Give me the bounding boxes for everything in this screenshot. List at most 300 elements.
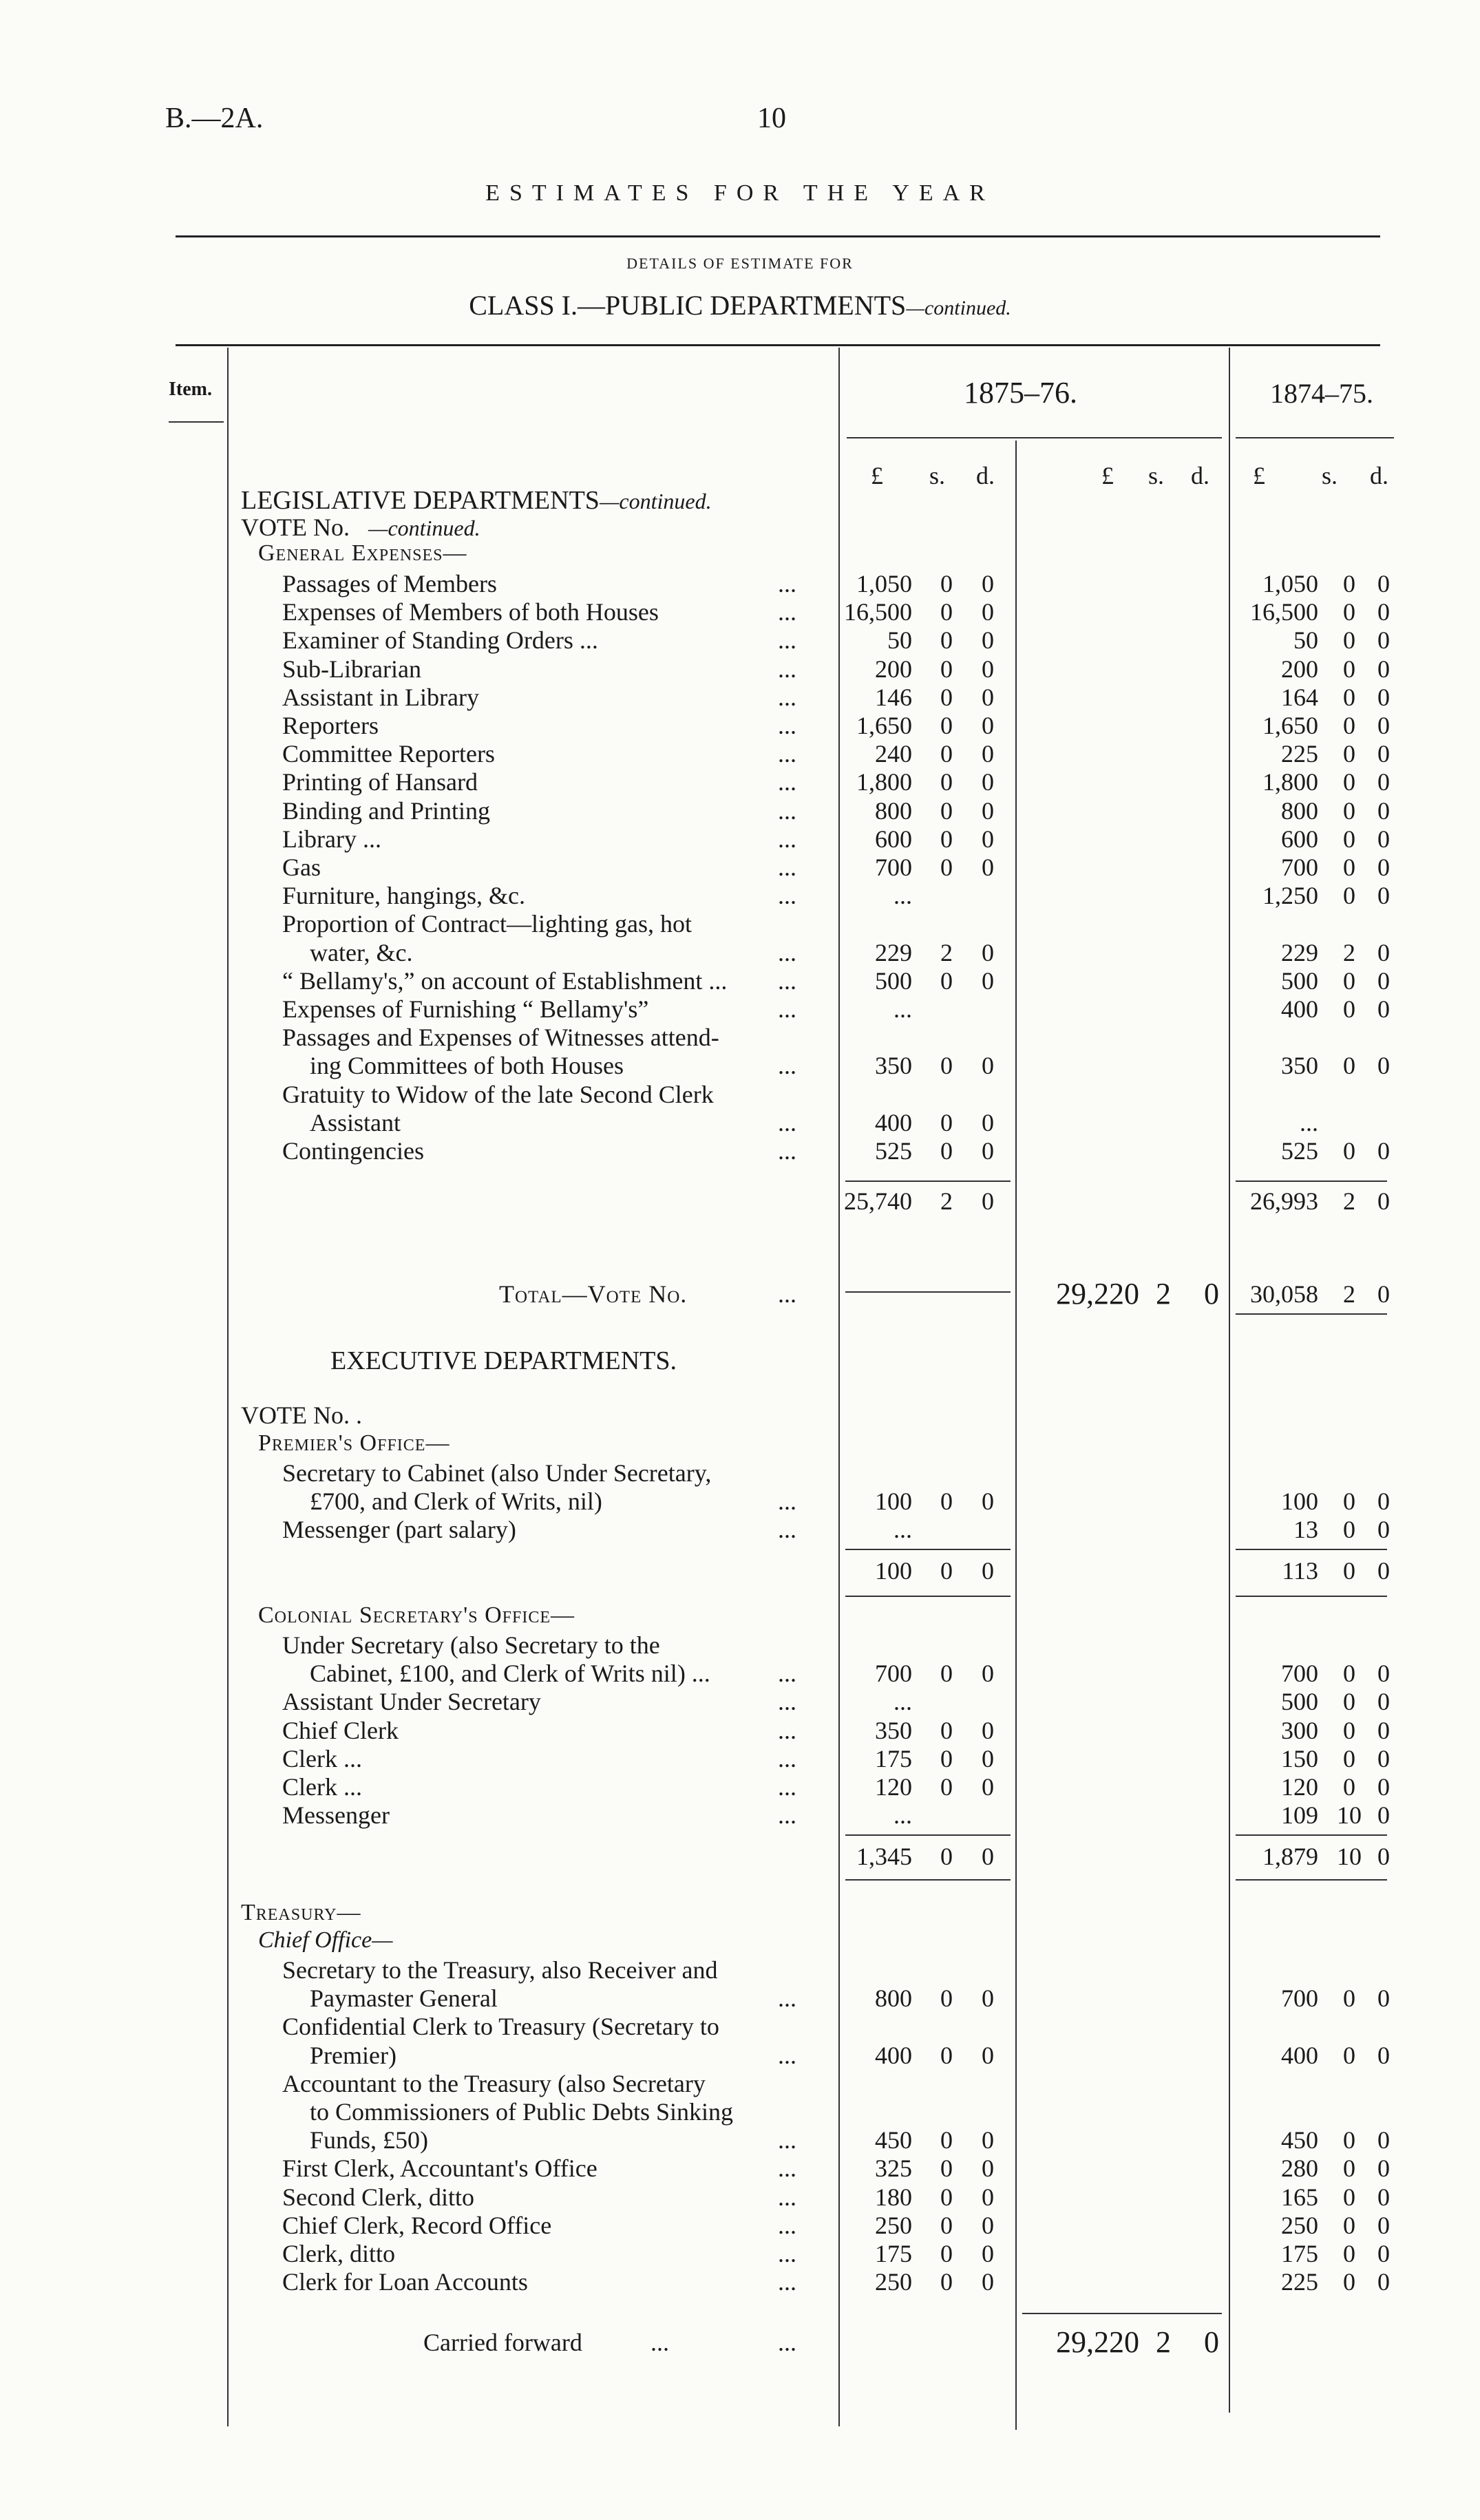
amount-1875-pence: 0 — [982, 966, 994, 995]
amount-1875-pence: 0 — [982, 740, 994, 768]
row-label: Accountant to the Treasury (also Secretary — [282, 2069, 706, 2097]
row-label: Passages and Expenses of Witnesses attend- — [282, 1024, 719, 1052]
amount-1875-pence: 0 — [982, 2240, 994, 2267]
table-row — [0, 1487, 1480, 1515]
leader-dots: ... — [778, 1773, 796, 1801]
row-label: Assistant in Library — [282, 683, 479, 711]
pence-header-2: d. — [1191, 462, 1209, 489]
amount-1874-shillings: 2 — [1343, 938, 1355, 966]
row-label: Clerk for Loan Accounts — [282, 2268, 528, 2296]
amount-1875-pounds: 120 — [875, 1773, 912, 1801]
year1-header-rule — [847, 437, 1222, 438]
amount-1875-shillings: 0 — [940, 825, 953, 853]
amount-1875-shillings: 0 — [940, 2041, 953, 2069]
amount-1874-shillings: 0 — [1343, 1487, 1355, 1516]
amount-1874-pounds: 1,050 — [1262, 570, 1318, 597]
row-label: to Commissioners of Public Debts Sinking — [310, 2098, 734, 2126]
row-label: Secretary to the Treasury, also Receiver and — [282, 1956, 718, 1984]
amount-1874-pence: 0 — [1377, 1744, 1390, 1772]
row-label: Cabinet, £100, and Clerk of Writs nil) ... — [310, 1660, 710, 1688]
leader-dots: ... — [778, 882, 796, 910]
premier-total-1874-shillings: 0 — [1343, 1557, 1355, 1585]
amount-1875-pence: 0 — [982, 1052, 994, 1080]
amount-1875-pence: 0 — [982, 854, 994, 881]
legislative-continued: —continued. — [599, 489, 712, 513]
amount-1875-pounds: 175 — [875, 1744, 912, 1772]
amount-1874-pence: 0 — [1377, 2126, 1390, 2154]
total-vote-1875-pence: 0 — [1204, 1277, 1219, 1311]
leader-dots: ... — [778, 1688, 796, 1716]
table-row — [0, 967, 1480, 995]
amount-1874-pounds: 164 — [1281, 683, 1318, 711]
amount-1875-pounds: 450 — [875, 2126, 912, 2154]
amount-1874-pounds: 100 — [1281, 1487, 1318, 1516]
amount-1874-pounds: 50 — [1293, 626, 1318, 655]
row-label: Messenger — [282, 1801, 390, 1830]
amount-1874-pounds: 250 — [1281, 2211, 1318, 2239]
row-label: Furniture, hangings, &c. — [282, 882, 525, 910]
amount-1875-shillings: 0 — [940, 1773, 953, 1801]
premier-rule-b — [1236, 1549, 1387, 1550]
vote-no-executive: VOTE No. . — [241, 1401, 362, 1429]
leader-dots: ... — [778, 740, 796, 768]
amount-1874-pounds: 175 — [1281, 2240, 1318, 2267]
colonial-rule — [845, 1834, 1011, 1836]
colonial-office-heading: Colonial Secretary's Office— — [258, 1602, 575, 1628]
leader-dots: ... — [778, 1516, 796, 1544]
amount-1875-shillings: 0 — [940, 1716, 953, 1744]
leader-dots: ... — [778, 938, 796, 966]
amount-1874-pence: 0 — [1377, 2183, 1390, 2211]
amount-1874-pence: 0 — [1377, 740, 1390, 768]
amount-1875-pounds: 800 — [875, 1984, 912, 2013]
chief-office-heading: Chief Office— — [258, 1927, 393, 1953]
total-vote-1875-shillings: 2 — [1156, 1277, 1171, 1311]
amount-1874-pounds: 200 — [1281, 655, 1318, 683]
colonial-total-1874-pence: 0 — [1377, 1843, 1390, 1870]
leader-dots: ... — [778, 854, 796, 881]
row-label: Second Clerk, ditto — [282, 2183, 474, 2211]
amount-1874-pence: 0 — [1377, 882, 1390, 910]
amount-1874-shillings: 10 — [1337, 1801, 1362, 1830]
row-label: Clerk ... — [282, 1744, 362, 1772]
amount-1874-pence: 0 — [1377, 995, 1390, 1023]
amount-1874-shillings: 0 — [1343, 683, 1355, 711]
leader-dots: ... — [778, 1744, 796, 1772]
table-row — [0, 854, 1480, 881]
table-row — [0, 1660, 1480, 1687]
legislative-heading — [241, 485, 712, 516]
amount-1875-pence: 0 — [982, 1716, 994, 1744]
amount-1874-pence: 0 — [1377, 1137, 1390, 1165]
amount-1875-pence: 0 — [982, 2183, 994, 2211]
amount-1874-pence: 0 — [1377, 2211, 1390, 2239]
table-row — [0, 2070, 1480, 2097]
table-row — [0, 825, 1480, 853]
leader-dots: ... — [778, 712, 796, 739]
premier-rule — [845, 1549, 1011, 1550]
total-vote-row — [0, 1277, 1480, 1311]
subtotal-1874-pounds: 26,993 — [1250, 1187, 1318, 1215]
row-label: Confidential Clerk to Treasury (Secretary to — [282, 2013, 719, 2041]
row-label: Chief Clerk — [282, 1716, 399, 1744]
row-label: Assistant — [310, 1108, 401, 1136]
amount-1874-pounds: 700 — [1281, 854, 1318, 881]
amount-1874-shillings: 0 — [1343, 655, 1355, 683]
leader-dots: ... — [778, 2154, 796, 2183]
amount-1875-pounds: 16,500 — [844, 598, 912, 626]
leader-dots: ... — [778, 655, 796, 683]
amount-1874-pence: 0 — [1377, 2240, 1390, 2267]
premier-under-rule — [845, 1596, 1011, 1597]
amount-1875-pence: 0 — [982, 2041, 994, 2069]
amount-1875-pounds: 700 — [875, 1660, 912, 1688]
item-column-header: Item. — [169, 379, 212, 400]
amount-1874-pence: 0 — [1377, 598, 1390, 626]
premier-total-row — [0, 1557, 1480, 1585]
premier-total-shillings: 0 — [940, 1557, 953, 1585]
vote-label: VOTE No. — [241, 513, 350, 541]
table-row — [0, 684, 1480, 711]
amount-1874-pounds: 13 — [1293, 1516, 1318, 1544]
amount-1874-shillings: 0 — [1343, 2268, 1355, 2296]
class-continued: —continued. — [906, 297, 1011, 319]
amount-1874-pence: 0 — [1377, 1660, 1390, 1688]
row-label: Gas — [282, 854, 321, 881]
amount-1874-shillings: 0 — [1343, 2211, 1355, 2239]
amount-1874-shillings: 0 — [1343, 1516, 1355, 1544]
leader-dots: ... — [778, 1716, 796, 1744]
premier-office-heading: Premier's Office— — [258, 1430, 450, 1456]
amount-1875-pence: 0 — [982, 825, 994, 853]
year2-header-rule — [1236, 437, 1394, 438]
amount-1874-pounds: 300 — [1281, 1716, 1318, 1744]
amount-1875-pounds: 400 — [875, 1108, 912, 1136]
row-label: Funds, £50) — [310, 2126, 429, 2154]
amount-1874-shillings: 0 — [1343, 1984, 1355, 2013]
amount-1875-pence: 0 — [982, 655, 994, 683]
amount-1874-shillings: 0 — [1343, 1688, 1355, 1716]
amount-1874-pounds: 500 — [1281, 1688, 1318, 1716]
table-row — [0, 995, 1480, 1023]
amount-1875-pence: 0 — [982, 626, 994, 655]
carried-forward-dots-1: ... — [651, 2329, 669, 2356]
amount-1875-pence: 0 — [982, 1660, 994, 1688]
row-label: Printing of Hansard — [282, 768, 478, 796]
table-row — [0, 2268, 1480, 2296]
total-vote-1874-shillings: 2 — [1343, 1280, 1355, 1308]
table-row — [0, 939, 1480, 966]
page-title: ESTIMATES FOR THE YEAR — [485, 180, 995, 206]
leader-dots: ... — [778, 995, 796, 1023]
carried-forward-row — [0, 2325, 1480, 2360]
shilling-header-2: s. — [1148, 462, 1165, 489]
amount-1875-pounds: 525 — [875, 1137, 912, 1165]
colonial-total-1874-pounds: 1,879 — [1262, 1843, 1318, 1870]
colonial-rule-b — [1236, 1834, 1387, 1836]
colonial-under-rule — [845, 1879, 1011, 1881]
amount-1874-shillings: 0 — [1343, 768, 1355, 796]
amount-1875-shillings: 0 — [940, 1660, 953, 1688]
amount-1874-shillings: 0 — [1343, 570, 1355, 597]
amount-1875-pounds: 500 — [875, 966, 912, 995]
amount-1875-pounds: ... — [894, 882, 912, 910]
amount-1874-shillings: 0 — [1343, 825, 1355, 853]
leader-dots: ... — [778, 2183, 796, 2211]
amount-1875-pounds: 250 — [875, 2268, 912, 2296]
year-1874-75-header: 1874–75. — [1270, 378, 1373, 409]
row-label: “ Bellamy's,” on account of Establishment ... — [282, 966, 728, 995]
row-label: Clerk, ditto — [282, 2240, 395, 2267]
row-label: Chief Clerk, Record Office — [282, 2211, 552, 2239]
amount-1875-shillings: 0 — [940, 570, 953, 597]
amount-1875-shillings: 0 — [940, 1052, 953, 1080]
details-heading: DETAILS OF ESTIMATE FOR — [626, 255, 854, 272]
amount-1874-shillings: 0 — [1343, 2183, 1355, 2211]
page-number: 10 — [757, 103, 786, 134]
amount-1874-shillings: 0 — [1343, 796, 1355, 825]
amount-1874-pounds: 16,500 — [1250, 598, 1318, 626]
colonial-total-pence: 0 — [982, 1843, 994, 1870]
table-row — [0, 2240, 1480, 2267]
amount-1874-pounds: 1,250 — [1262, 882, 1318, 910]
amount-1874-pounds: 800 — [1281, 796, 1318, 825]
leader-dots: ... — [778, 2041, 796, 2069]
amount-1874-pence: 0 — [1377, 2041, 1390, 2069]
amount-1875-pence: 0 — [982, 768, 994, 796]
amount-1875-pounds: 700 — [875, 854, 912, 881]
amount-1874-pence: 0 — [1377, 938, 1390, 966]
amount-1875-shillings: 0 — [940, 740, 953, 768]
amount-1874-pence: 0 — [1377, 1773, 1390, 1801]
amount-1875-pounds: 175 — [875, 2240, 912, 2267]
subtotal-1875-pence: 0 — [982, 1187, 994, 1215]
amount-1874-pence: 0 — [1377, 825, 1390, 853]
shilling-header-3: s. — [1322, 462, 1338, 489]
table-row — [0, 2183, 1480, 2211]
amount-1874-pounds: 600 — [1281, 825, 1318, 853]
total-vote-1874-pence: 0 — [1377, 1280, 1390, 1308]
leader-dots: ... — [778, 2268, 796, 2296]
amount-1875-pence: 0 — [982, 938, 994, 966]
amount-1875-pounds: 325 — [875, 2154, 912, 2183]
amount-1875-shillings: 0 — [940, 2183, 953, 2211]
row-label: Proportion of Contract—lighting gas, hot — [282, 910, 692, 938]
total-vote-1874-pounds: 30,058 — [1250, 1280, 1318, 1308]
amount-1875-pence: 0 — [982, 598, 994, 626]
table-row — [0, 768, 1480, 796]
leader-dots: ... — [778, 1487, 796, 1516]
amount-1874-shillings: 0 — [1343, 1052, 1355, 1080]
colonial-total-1874-shillings: 10 — [1337, 1843, 1362, 1870]
shilling-header-1: s. — [929, 462, 946, 489]
amount-1874-shillings: 0 — [1343, 598, 1355, 626]
amount-1875-shillings: 0 — [940, 1744, 953, 1772]
amount-1874-shillings: 0 — [1343, 995, 1355, 1023]
row-label: Sub-Librarian — [282, 655, 421, 683]
leader-dots: ... — [778, 1984, 796, 2013]
leader-dots: ... — [778, 2211, 796, 2239]
subtotal-1874-pence: 0 — [1377, 1187, 1390, 1215]
amount-1874-pence: 0 — [1377, 655, 1390, 683]
amount-1875-pounds: 1,650 — [856, 712, 912, 739]
amount-1874-pence: 0 — [1377, 2154, 1390, 2183]
amount-1874-shillings: 0 — [1343, 854, 1355, 881]
row-label: Clerk ... — [282, 1773, 362, 1801]
amount-1875-pounds: 180 — [875, 2183, 912, 2211]
amount-1875-shillings: 0 — [940, 966, 953, 995]
total-vote-dots: ... — [778, 1280, 796, 1308]
amount-1874-shillings: 0 — [1343, 712, 1355, 739]
table-row — [0, 1024, 1480, 1051]
total-vote-underline — [1236, 1313, 1387, 1315]
amount-1874-pence: 0 — [1377, 2268, 1390, 2296]
premier-total-pounds: 100 — [875, 1557, 912, 1585]
amount-1874-pence: 0 — [1377, 1801, 1390, 1830]
row-label: water, &c. — [310, 938, 413, 966]
carried-rule — [1022, 2313, 1222, 2314]
amount-1874-pence: 0 — [1377, 1688, 1390, 1716]
general-expenses-heading: General Expenses— — [258, 540, 467, 566]
amount-1875-pence: 0 — [982, 1744, 994, 1772]
table-row — [0, 1984, 1480, 2012]
amount-1874-pounds: 700 — [1281, 1660, 1318, 1688]
amount-1875-shillings: 0 — [940, 655, 953, 683]
amount-1874-pence: 0 — [1377, 712, 1390, 739]
amount-1874-pence: 0 — [1377, 626, 1390, 655]
amount-1874-pence: 0 — [1377, 1984, 1390, 2013]
amount-1874-shillings: 0 — [1343, 1716, 1355, 1744]
amount-1875-pounds: 350 — [875, 1716, 912, 1744]
amount-1874-pounds: 120 — [1281, 1773, 1318, 1801]
leader-dots: ... — [778, 2240, 796, 2267]
table-row — [0, 2212, 1480, 2239]
amount-1875-pence: 0 — [982, 1487, 994, 1516]
colonial-total-shillings: 0 — [940, 1843, 953, 1870]
table-row — [0, 1956, 1480, 1984]
table-row — [0, 1516, 1480, 1543]
leader-dots: ... — [778, 626, 796, 655]
amount-1875-shillings: 0 — [940, 854, 953, 881]
row-label: £700, and Clerk of Writs, nil) — [310, 1487, 602, 1516]
carried-forward-shillings: 2 — [1156, 2325, 1171, 2359]
amount-1874-shillings: 0 — [1343, 1773, 1355, 1801]
table-row — [0, 1745, 1480, 1772]
amount-1874-pounds: 1,800 — [1262, 768, 1318, 796]
table-row — [0, 712, 1480, 739]
row-label: Contingencies — [282, 1137, 424, 1165]
leader-dots: ... — [778, 1660, 796, 1688]
amount-1874-pence: 0 — [1377, 796, 1390, 825]
leader-dots: ... — [778, 1801, 796, 1830]
row-label: Secretary to Cabinet (also Under Secretary, — [282, 1459, 712, 1487]
table-row — [0, 1688, 1480, 1715]
row-label: Paymaster General — [310, 1984, 498, 2013]
pence-header-3: d. — [1370, 462, 1388, 489]
amount-1874-pounds: 525 — [1281, 1137, 1318, 1165]
amount-1874-pence: 0 — [1377, 683, 1390, 711]
amount-1875-shillings: 0 — [940, 1984, 953, 2013]
subtotal-1874-shillings: 2 — [1343, 1187, 1355, 1215]
amount-1874-pounds: 280 — [1281, 2154, 1318, 2183]
row-label: Examiner of Standing Orders ... — [282, 626, 598, 655]
table-row — [0, 655, 1480, 683]
premier-total-pence: 0 — [982, 1557, 994, 1585]
amount-1874-shillings: 0 — [1343, 2041, 1355, 2069]
leader-dots: ... — [778, 598, 796, 626]
amount-1874-pounds: 225 — [1281, 2268, 1318, 2296]
vote-continued: —continued. — [368, 516, 480, 540]
leader-dots: ... — [778, 768, 796, 796]
table-row — [0, 1109, 1480, 1136]
amount-1874-shillings: 0 — [1343, 1137, 1355, 1165]
general-subtotal-row — [0, 1187, 1480, 1215]
subtotal-1875-shillings: 2 — [940, 1187, 953, 1215]
amount-1874-shillings: 0 — [1343, 740, 1355, 768]
amount-1874-pence: 0 — [1377, 1052, 1390, 1080]
amount-1875-shillings: 0 — [940, 2268, 953, 2296]
document-code: B.—2A. — [165, 103, 264, 134]
year-1875-76-header: 1875–76. — [964, 376, 1077, 410]
table-row — [0, 882, 1480, 909]
amount-1875-shillings: 0 — [940, 1108, 953, 1136]
carried-forward-pence: 0 — [1204, 2325, 1219, 2359]
leader-dots: ... — [778, 1108, 796, 1136]
amount-1874-pence: 0 — [1377, 1716, 1390, 1744]
amount-1875-pence: 0 — [982, 1773, 994, 1801]
amount-1875-pounds: 1,050 — [856, 570, 912, 597]
row-label: ing Committees of both Houses — [310, 1052, 624, 1080]
table-row — [0, 2098, 1480, 2126]
leader-dots: ... — [778, 683, 796, 711]
amount-1874-pounds: 500 — [1281, 966, 1318, 995]
amount-1875-shillings: 2 — [940, 938, 953, 966]
leader-dots: ... — [778, 1052, 796, 1080]
amount-1875-shillings: 0 — [940, 2154, 953, 2183]
amount-1874-shillings: 0 — [1343, 2154, 1355, 2183]
amount-1874-pounds: 400 — [1281, 2041, 1318, 2069]
leader-dots: ... — [778, 825, 796, 853]
table-row — [0, 570, 1480, 597]
amount-1874-pounds: 225 — [1281, 740, 1318, 768]
table-row — [0, 1081, 1480, 1108]
amount-1875-shillings: 0 — [940, 2211, 953, 2239]
amount-1875-shillings: 0 — [940, 712, 953, 739]
pence-header-1: d. — [976, 462, 995, 489]
amount-1874-pence: 0 — [1377, 1487, 1390, 1516]
amount-1875-pence: 0 — [982, 2211, 994, 2239]
pound-header-3: £ — [1253, 462, 1265, 489]
amount-1875-pounds: 50 — [887, 626, 912, 655]
table-row — [0, 2042, 1480, 2069]
row-label: Expenses of Furnishing “ Bellamy's” — [282, 995, 649, 1023]
table-row — [0, 598, 1480, 626]
amount-1874-pence: 0 — [1377, 1516, 1390, 1544]
amount-1874-pounds: 229 — [1281, 938, 1318, 966]
amount-1875-pence: 0 — [982, 2154, 994, 2183]
table-row — [0, 1631, 1480, 1659]
leader-dots: ... — [778, 2126, 796, 2154]
amount-1874-pounds: ... — [1300, 1108, 1318, 1136]
leader-dots: ... — [778, 796, 796, 825]
premier-total-1874-pence: 0 — [1377, 1557, 1390, 1585]
colonial-total-pounds: 1,345 — [856, 1843, 912, 1870]
amount-1875-pence: 0 — [982, 1108, 994, 1136]
table-row — [0, 1052, 1480, 1079]
amount-1875-pounds: 1,800 — [856, 768, 912, 796]
amount-1875-pounds: 400 — [875, 2041, 912, 2069]
amount-1875-shillings: 0 — [940, 2126, 953, 2154]
